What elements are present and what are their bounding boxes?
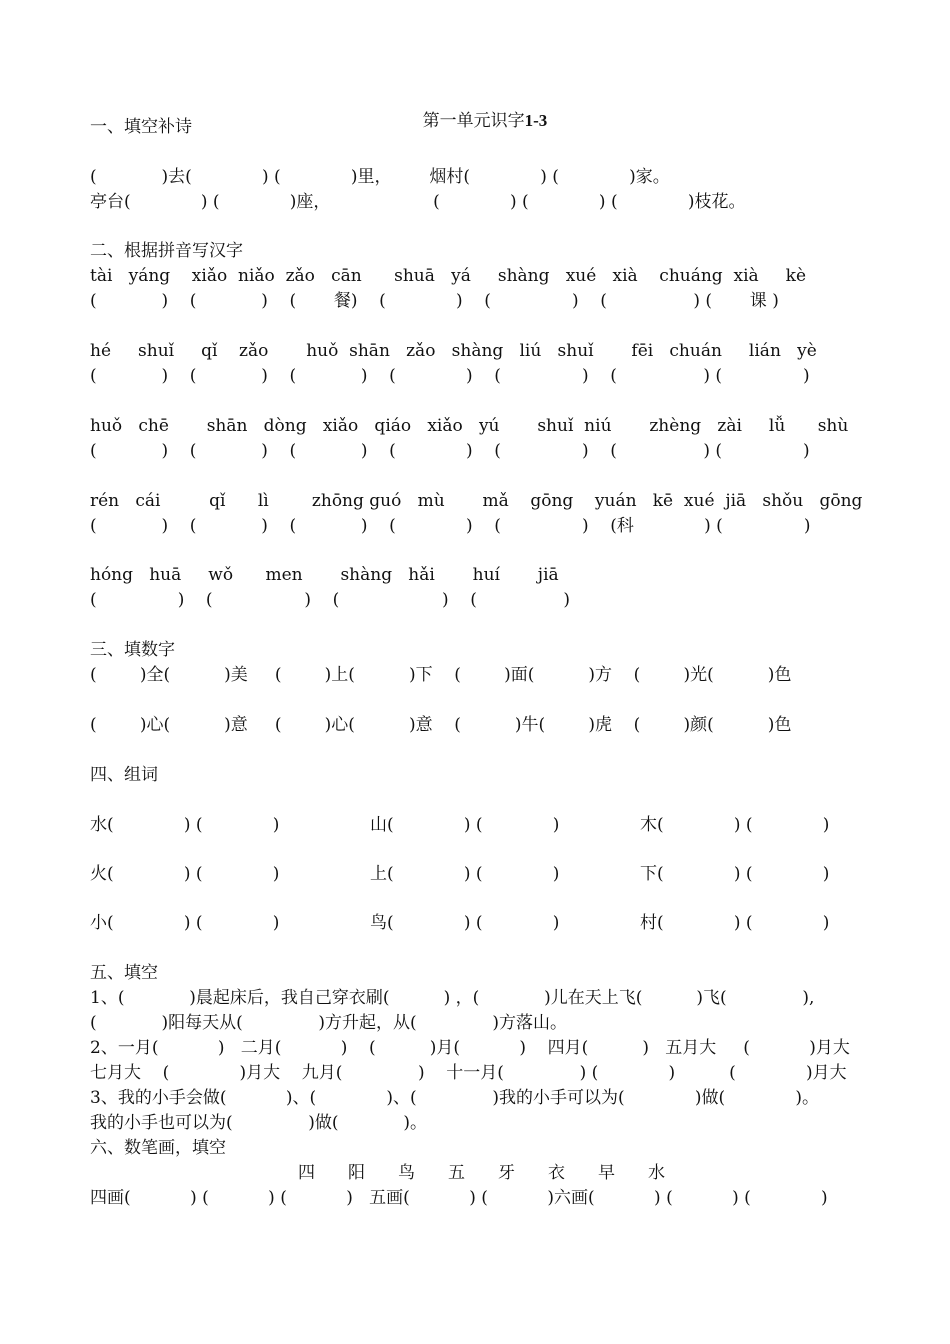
section-heading: 三、填数字: [90, 640, 175, 660]
section-heading: 一、填空补诗: [90, 117, 192, 137]
word-group-item: 下( ) ( ): [640, 864, 830, 884]
word-group-item: 水( ) ( ): [90, 815, 280, 835]
stroke-char: 鸟: [398, 1163, 415, 1183]
word-group-item: 小( ) ( ): [90, 913, 280, 933]
title-number: 1-3: [524, 111, 548, 130]
stroke-char: 衣: [548, 1163, 565, 1183]
stroke-char: 早: [598, 1163, 615, 1183]
fill-blank-line: 3、我的小手会做( )、( )、( )我的小手可以为( )做( )。: [90, 1088, 819, 1108]
stroke-char: 阳: [348, 1163, 365, 1183]
stroke-char: 牙: [498, 1163, 515, 1183]
word-group-item: 山( ) ( ): [370, 815, 560, 835]
section-heading: 五、填空: [90, 963, 158, 983]
stroke-char: 四: [298, 1163, 315, 1183]
poem-line: ( )去( ) ( )里， 烟村( ) ( )家。: [90, 167, 670, 187]
fill-blank-line: 七月大 ( )月大 九月( ) 十一月( ) ( ) ( )月大: [90, 1063, 847, 1083]
poem-line: 亭台( ) ( )座， ( ) ( ) ( )枝花。: [90, 192, 746, 212]
page-title: [401, 91, 547, 151]
fill-blank-line: 1、( )晨起床后，我自己穿衣刷( ) ，( )儿在天上飞( )飞( ),: [90, 988, 815, 1008]
fill-blank-line: 我的小手也可以为( )做( )。: [90, 1113, 428, 1133]
answer-blanks-row: ( ) ( ) ( ) ( ) ( ) (科 ) ( ): [90, 516, 811, 536]
pinyin-row: tài yáng xiǎo niǎo zǎo cān shuā yá shàng xué xià chuáng xià kè: [90, 266, 807, 286]
fill-blank-line: 2、一月( ) 二月( ) ( )月( ) 四月( ) 五月大 ( )月大: [90, 1038, 850, 1058]
stroke-char: 水: [648, 1163, 665, 1183]
pinyin-row: rén cái qǐ lì zhōng guó mù mǎ gōng yuán kē xué jiā shǒu gōng: [90, 491, 863, 511]
section-heading: 四、组词: [90, 765, 158, 785]
answer-blanks-row: ( ) ( ) ( ) ( ) ( ) ( ) ( ): [90, 366, 810, 386]
stroke-char: 五: [448, 1163, 465, 1183]
section-heading: 二、根据拼音写汉字: [90, 241, 243, 261]
section-heading: 六、数笔画，填空: [90, 1138, 226, 1158]
number-idiom-line: ( )心( )意 ( )心( )意 ( )牛( )虎 ( )颜( )色: [90, 715, 792, 735]
answer-blanks-row: ( ) ( ) ( 餐) ( ) ( ) ( ) ( 课 ): [90, 291, 779, 311]
word-group-item: 上( ) ( ): [370, 864, 560, 884]
stroke-char-list: [298, 1163, 665, 1183]
answer-blanks-row: ( ) ( ) ( ) ( ) ( ) ( ) ( ): [90, 441, 810, 461]
word-group-item: 鸟( ) ( ): [370, 913, 560, 933]
pinyin-row: hóng huā wǒ men shàng hǎi huí jiā: [90, 565, 559, 585]
word-group-item: 火( ) ( ): [90, 864, 280, 884]
title-text: 第一单元识字: [422, 111, 525, 131]
pinyin-row: huǒ chē shān dòng xiǎo qiáo xiǎo yú shuǐ niú zhèng zài lǚ shù: [90, 416, 849, 436]
stroke-count-line: 四画( ) ( ) ( ) 五画( ) ( )六画( ) ( ) ( ): [90, 1188, 828, 1208]
fill-blank-line: ( )阳每天从( )方升起，从( )方落山。: [90, 1013, 567, 1033]
word-group-item: 村( ) ( ): [640, 913, 830, 933]
pinyin-row: hé shuǐ qǐ zǎo huǒ shān zǎo shàng liú shuǐ fēi chuán lián yè: [90, 341, 817, 361]
number-idiom-line: ( )全( )美 ( )上( )下 ( )面( )方 ( )光( )色: [90, 665, 792, 685]
word-group-item: 木( ) ( ): [640, 815, 830, 835]
answer-blanks-row: ( ) ( ) ( ) ( ): [90, 590, 570, 610]
